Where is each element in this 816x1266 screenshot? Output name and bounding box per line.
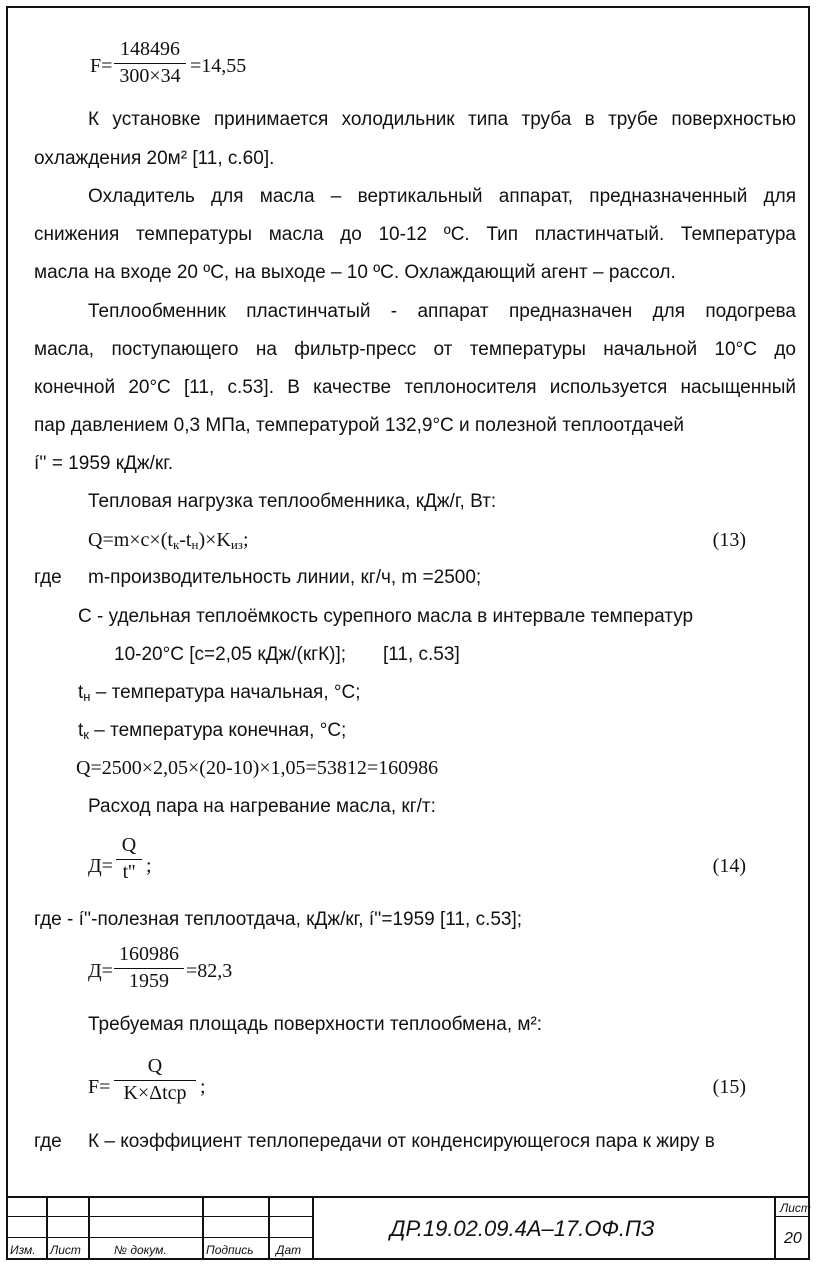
title-block [6,1196,810,1260]
equation-number-15: (15) [712,1076,746,1098]
numerator: 148496 [120,38,180,60]
paragraph-oil-chiller [34,177,796,216]
c-definition: С - удельная теплоёмкость сурепного масла в интервале температур [78,606,694,627]
izm-label: Изм. [10,1243,36,1257]
steam-intro: Расход пара на нагревание масла, кг/т: [88,796,436,817]
text-line: пар давлением 0,3 МПа, температурой 132,9°С и полезной теплоотдачей [34,415,685,436]
formula-result: =14,55 [190,55,247,77]
equation-tail: ; [146,855,152,877]
tn-definition: $t_н$ – температура начальная, °С; [78,682,361,704]
denominator: t'' [122,861,136,883]
where-m-definition: m-производительность линии, кг/ч, m =2500; [88,567,482,588]
tk-definition: $t_к$ – температура конечная, °С; [78,720,347,742]
numerator: 160986 [119,943,179,965]
paragraph-heat-exchanger-4 [34,406,796,445]
c-range: 10-20°С [c=2,05 кДж/(кгК)]; [11, с.53] [114,644,460,665]
fraction [114,38,186,88]
paragraph-heat-exchanger-5 [34,444,796,483]
text-line: Теплообменник пластинчатый - аппарат предназначен для подогрева [88,301,796,322]
fraction [114,943,184,993]
denominator: K×Δtср [123,1082,187,1104]
calc-lhs: Д= [88,960,113,982]
where-label: где [34,567,62,588]
paragraph-oil-chiller-3 [34,253,796,292]
equation-number-13: (13) [712,529,746,551]
paragraph-heat-exchanger-2 [34,330,796,369]
paragraph-heat-exchanger [34,292,796,331]
text-line: í'' = 1959 кДж/кг. [34,453,174,474]
fraction-bar [114,1080,196,1081]
q-calculation: Q=2500×2,05×(20-10)×1,05=53812=160986 [76,757,439,779]
paragraph-oil-chiller-2 [34,215,796,254]
denominator: 1959 [129,970,169,992]
paragraph-heat-exchanger-3 [34,368,796,407]
text-line: масла, поступающего на фильтр-пресс от температуры начальной 10°С до [34,339,796,360]
fraction [116,834,142,884]
podpis-label: Подпись [206,1243,254,1257]
where-k-definition: К – коэффициент теплопередачи от конденсирующегося пара к жиру в [88,1131,715,1152]
fraction-bar [116,859,142,860]
list-label: Лист [50,1243,81,1257]
paragraph-cooler [34,100,796,139]
sheet-label: Лист [780,1201,811,1215]
numerator: Q [147,1055,163,1077]
where-k-label: где [34,1131,62,1152]
sheet-number: 20 [784,1230,802,1247]
numerator: Q [121,834,137,856]
dat-label: Дат [276,1243,302,1257]
equation-lhs: Д= [88,855,113,877]
fraction-bar [114,968,184,969]
document-code: ДР.19.02.09.4А–17.ОФ.ПЗ [390,1216,655,1241]
text-line: К установке принимается холодильник типа труба в трубе поверхностью [88,109,796,130]
dokum-label: № докум. [114,1243,167,1257]
denominator: 300×34 [119,65,181,87]
calc-result: =82,3 [186,960,233,982]
text-line: охлаждения 20м² [11, с.60]. [34,148,275,169]
paragraph-cooler-cont [34,139,796,178]
fraction-bar [114,63,186,64]
text-line: конечной 20°С [11, с.53]. В качестве теплоносителя используется насыщенный [34,377,796,398]
equation-number-14: (14) [712,855,746,877]
formula-lhs: F= [90,55,113,77]
text-line: масла на входе 20 ºС, на выходе – 10 ºС. Охлаждающий агент – рассол. [34,262,676,283]
equation-tail: ; [200,1076,206,1098]
heat-load-intro: Тепловая нагрузка теплообменника, кДж/г, Вт: [88,491,497,512]
text-line: Охладитель для масла – вертикальный аппарат, предназначенный для [88,186,796,207]
text-line: снижения температуры масла до 10-12 ºС. Тип пластинчатый. Температура [34,224,796,245]
equation-13: $Q=m\times c\times(t_к-t_н)\times K_{из}$; [88,529,249,552]
equation-lhs: F= [88,1076,111,1098]
where-i-definition: где - í''-полезная теплоотдача, кДж/кг, í''=1959 [11, с.53]; [34,909,523,930]
area-intro: Требуемая площадь поверхности теплообмена, м²: [88,1014,543,1035]
fraction [114,1055,196,1105]
